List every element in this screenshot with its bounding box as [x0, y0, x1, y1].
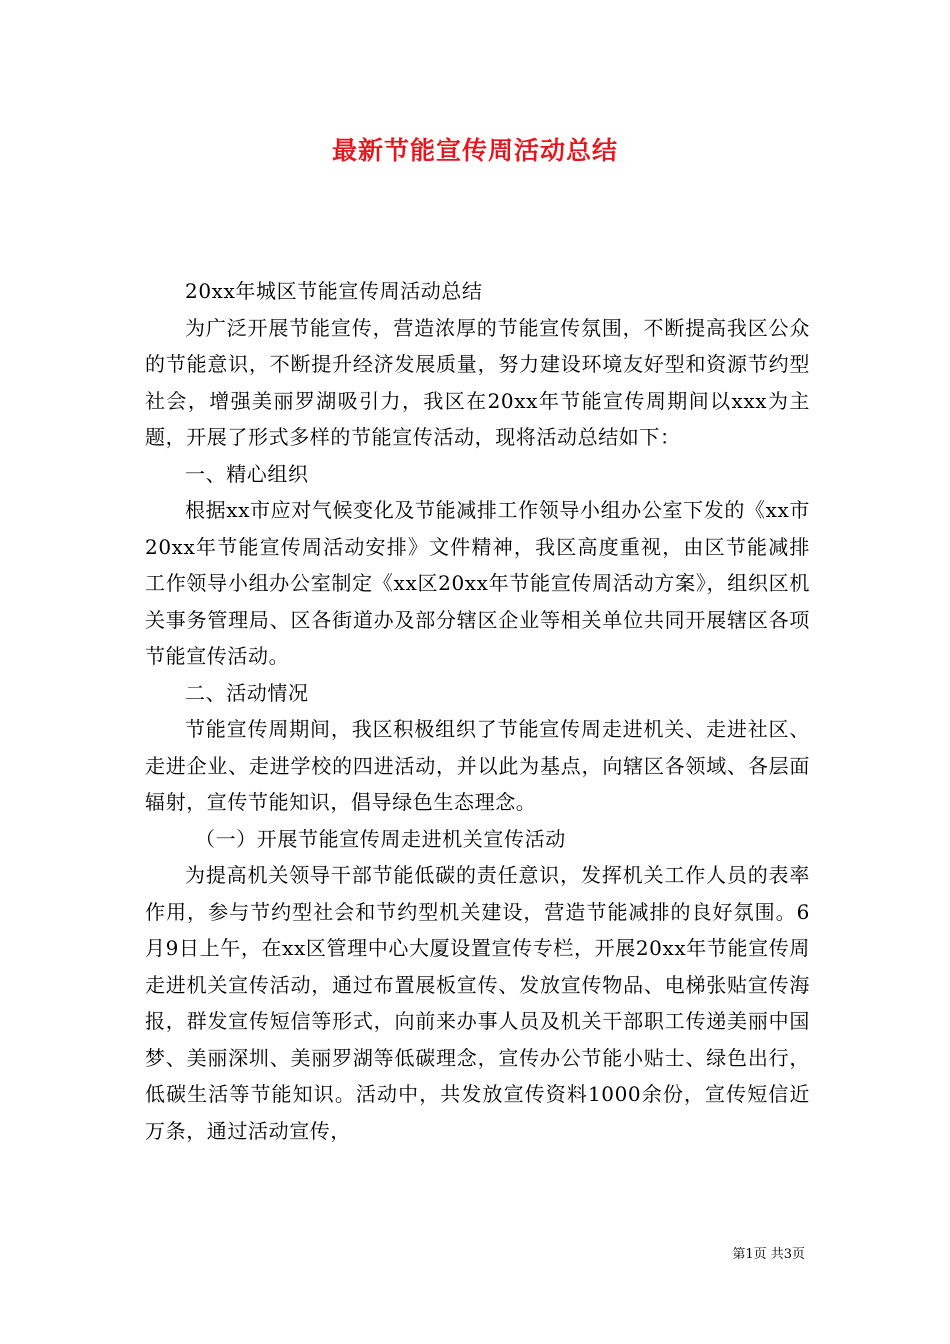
document-title: 最新节能宣传周活动总结: [331, 136, 618, 165]
section-2-paragraph: 节能宣传周期间，我区积极组织了节能宣传周走进机关、走进社区、走进企业、走进学校的四进活动，并以此为基点，向辖区各领域、各层面辐射，宣传节能知识，倡导绿色生态理念。: [145, 717, 810, 814]
intro-paragraph: 为广泛开展节能宣传，营造浓厚的节能宣传氛围，不断提高我区公众的节能意识，不断提升经济发展质量，努力建设环境友好型和资源节约型社会，增强美丽罗湖吸引力，我区在20xx年节能宣传周期间以xxx为主题，开展了形式多样的节能宣传活动，现将活动总结如下：: [145, 315, 810, 449]
section-1-paragraph: 根据xx市应对气候变化及节能减排工作领导小组办公室下发的《xx市20xx年节能宣传周活动安排》文件精神，我区高度重视，由区节能减排工作领导小组办公室制定《xx区20xx年节能宣传周活动方案》，组织区机关事务管理局、区各街道办及部分辖区企业等相关单位共同开展辖区各项节能宣传活动。: [145, 498, 810, 668]
section-heading-1: 一、精心组织: [185, 461, 309, 486]
sub-section-heading-1: （一）开展节能宣传周走进机关宣传活动: [195, 826, 566, 851]
document-body: [145, 273, 810, 1149]
sub-section-1-paragraph: 为提高机关领导干部节能低碳的责任意识，发挥机关工作人员的表率作用，参与节约型社会和节约型机关建设，营造节能减排的良好氛围。6月9日上午，在xx区管理中心大厦设置宣传专栏，开展20xx年节能宣传周走进机关宣传活动，通过布置展板宣传、发放宣传物品、电梯张贴宣传海报，群发宣传短信等形式，向前来办事人员及机关干部职工传递美丽中国梦、美丽深圳、美丽罗湖等低碳理念，宣传办公节能小贴士、绿色出行，低碳生活等节能知识。活动中，共发放宣传资料1000余份，宣传短信近万条，通过活动宣传，: [145, 863, 810, 1143]
page-footer: 第1页 共3页: [732, 1247, 805, 1262]
section-heading-2: 二、活动情况: [185, 680, 309, 705]
subtitle-paragraph: 20xx年城区节能宣传周活动总结: [185, 279, 483, 303]
